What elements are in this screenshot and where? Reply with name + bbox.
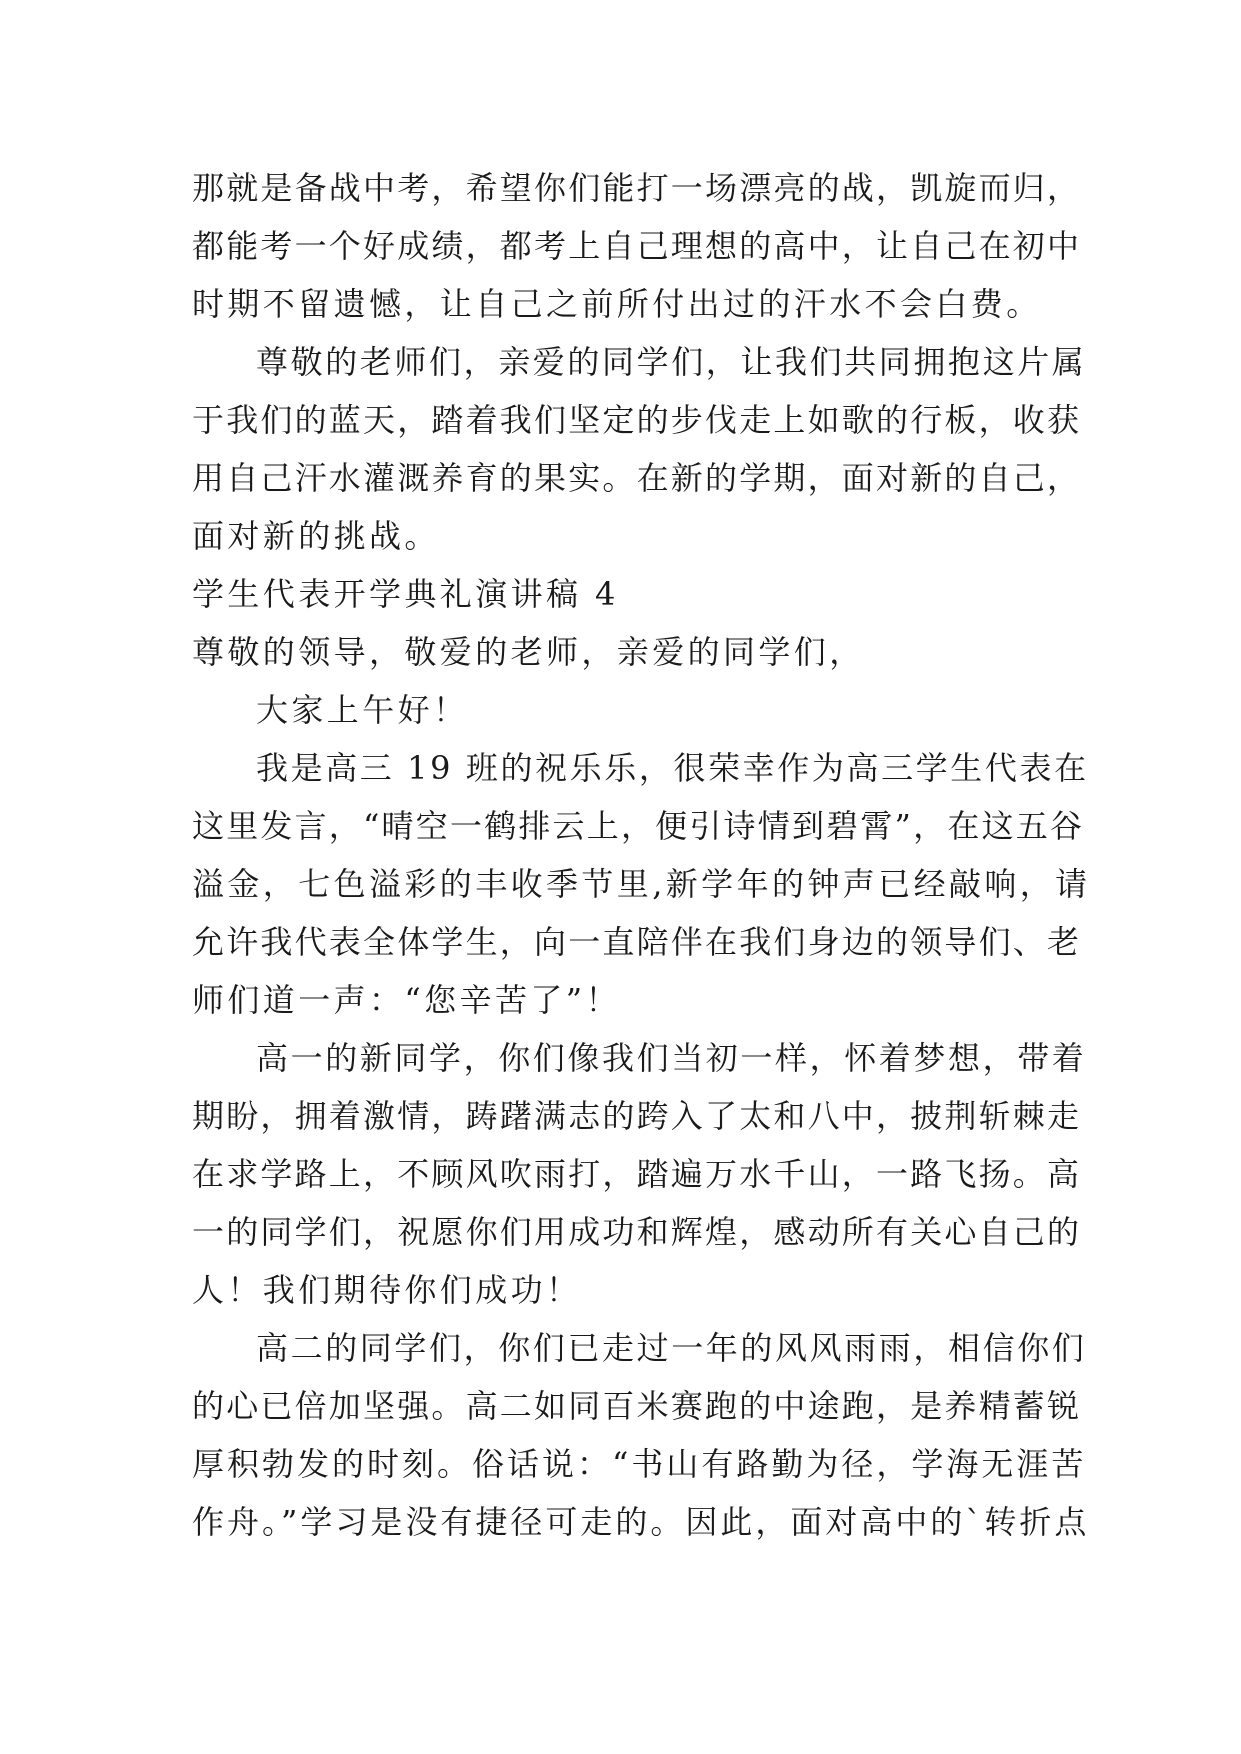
salutation: 尊敬的领导，敬爱的老师，亲爱的同学们， [192, 633, 865, 671]
text-line: 面对新的挑战。 [192, 517, 440, 555]
text-line: 厚积勃发的时刻。俗话说：“书山有路勤为径，学海无涯苦 [192, 1445, 1087, 1483]
text-line: 在求学路上，不顾风吹雨打，踏遍万水千山，一路飞扬。高 [192, 1155, 1082, 1193]
text-line: 用自己汗水灌溉养育的果实。在新的学期，面对新的自己， [192, 459, 1082, 497]
text-line: 于我们的蓝天，踏着我们坚定的步伐走上如歌的行板，收获 [192, 401, 1082, 439]
text-line: 作舟。”学习是没有捷径可走的。因此，面对高中的`转折点 [192, 1503, 1090, 1541]
text-line: 一的同学们，祝愿你们用成功和辉煌，感动所有关心自己的 [192, 1213, 1082, 1251]
text-line: 时期不留遗憾，让自己之前所付出过的汗水不会白费。 [192, 285, 1042, 323]
text-line: 那就是备战中考，希望你们能打一场漂亮的战，凯旋而归， [192, 169, 1082, 207]
paragraph-first-line: 高一的新同学，你们像我们当初一样，怀着梦想，带着 [256, 1039, 1087, 1077]
text-line: 都能考一个好成绩，都考上自己理想的高中，让自己在初中 [192, 227, 1082, 265]
text-line: 的心已倍加坚强。高二如同百米赛跑的中途跑，是养精蓄锐 [192, 1387, 1082, 1425]
section-heading: 学生代表开学典礼演讲稿 4 [192, 575, 619, 613]
text-line: 期盼，拥着激情，踌躇满志的跨入了太和八中，披荆斩棘走 [192, 1097, 1082, 1135]
text-line: 允许我代表全体学生，向一直陪伴在我们身边的领导们、老 [192, 923, 1082, 961]
text-line: 溢金，七色溢彩的丰收季节里,新学年的钟声已经敲响，请 [192, 865, 1091, 903]
text-line: 人！我们期待你们成功！ [192, 1271, 582, 1309]
paragraph-first-line: 尊敬的老师们，亲爱的同学们，让我们共同拥抱这片属 [256, 343, 1087, 381]
text-line: 这里发言，“晴空一鹤排云上，便引诗情到碧霄”，在这五谷 [192, 807, 1085, 845]
paragraph-first-line: 我是高三 19 班的祝乐乐，很荣幸作为高三学生代表在 [256, 749, 1089, 787]
text-line: 师们道一声：“您辛苦了”！ [192, 981, 621, 1019]
paragraph-first-line: 高二的同学们，你们已走过一年的风风雨雨，相信你们 [256, 1329, 1087, 1367]
greeting: 大家上午好！ [256, 691, 469, 729]
